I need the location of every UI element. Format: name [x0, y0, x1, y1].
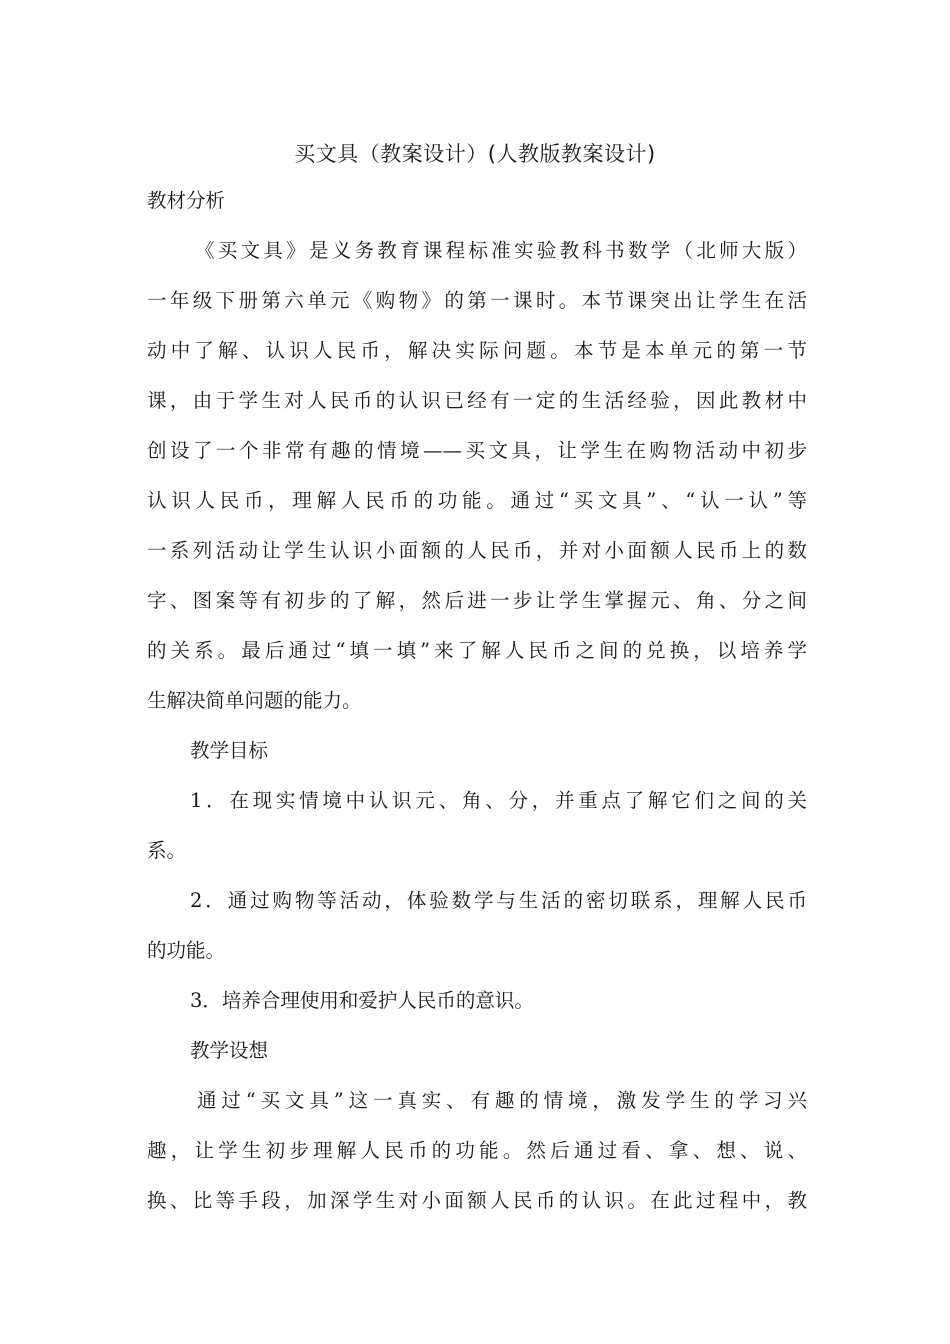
paragraph-line: 的关系。最后通过“填一填”来了解人民币之间的兑换，以培养学: [147, 639, 807, 662]
paragraph-line: 系。: [147, 839, 187, 862]
paragraph-line: 生解决简单问题的能力。: [147, 689, 362, 712]
paragraph-line: 2．通过购物等活动，体验数学与生活的密切联系，理解人民币: [190, 889, 807, 912]
paragraph-line: 动中了解、认识人民币，解决实际问题。本节是本单元的第一节: [147, 339, 807, 362]
section-heading-goals: 教学目标: [190, 739, 269, 762]
goal-item-3: 3．培养合理使用和爱护人民币的意识。: [190, 989, 534, 1012]
paragraph-line: 的功能。: [147, 939, 226, 962]
paragraph-line: 字、图案等有初步的了解，然后进一步让学生掌握元、角、分之间: [147, 589, 807, 612]
paragraph-line: 一年级下册第六单元《购物》的第一课时。本节课突出让学生在活: [147, 289, 807, 312]
paragraph-line: 创设了一个非常有趣的情境——买文具，让学生在购物活动中初步: [147, 439, 807, 462]
paragraph-line: 1．在现实情境中认识元、角、分，并重点了解它们之间的关: [190, 789, 807, 812]
paragraph-line: 通过“买文具”这一真实、有趣的情境，激发学生的学习兴: [197, 1089, 807, 1112]
paragraph-line: 趣，让学生初步理解人民币的功能。然后通过看、拿、想、说、: [147, 1139, 807, 1162]
paragraph-line: 换、比等手段，加深学生对小面额人民币的认识。在此过程中，教: [147, 1189, 807, 1212]
paragraph-line: 一系列活动让学生认识小面额的人民币，并对小面额人民币上的数: [147, 539, 807, 562]
document-title: 买文具（教案设计）(人教版教案设计): [294, 142, 656, 166]
section-heading-analysis: 教材分析: [147, 189, 226, 212]
paragraph-line: 课，由于学生对人民币的认识已经有一定的生活经验，因此教材中: [147, 389, 807, 412]
paragraph-line: 认识人民币，理解人民币的功能。通过“买文具”、“认一认”等: [147, 489, 807, 512]
section-heading-design: 教学设想: [190, 1039, 269, 1062]
paragraph-line: 《买文具》是义务教育课程标准实验教科书数学（北师大版）: [195, 239, 807, 262]
